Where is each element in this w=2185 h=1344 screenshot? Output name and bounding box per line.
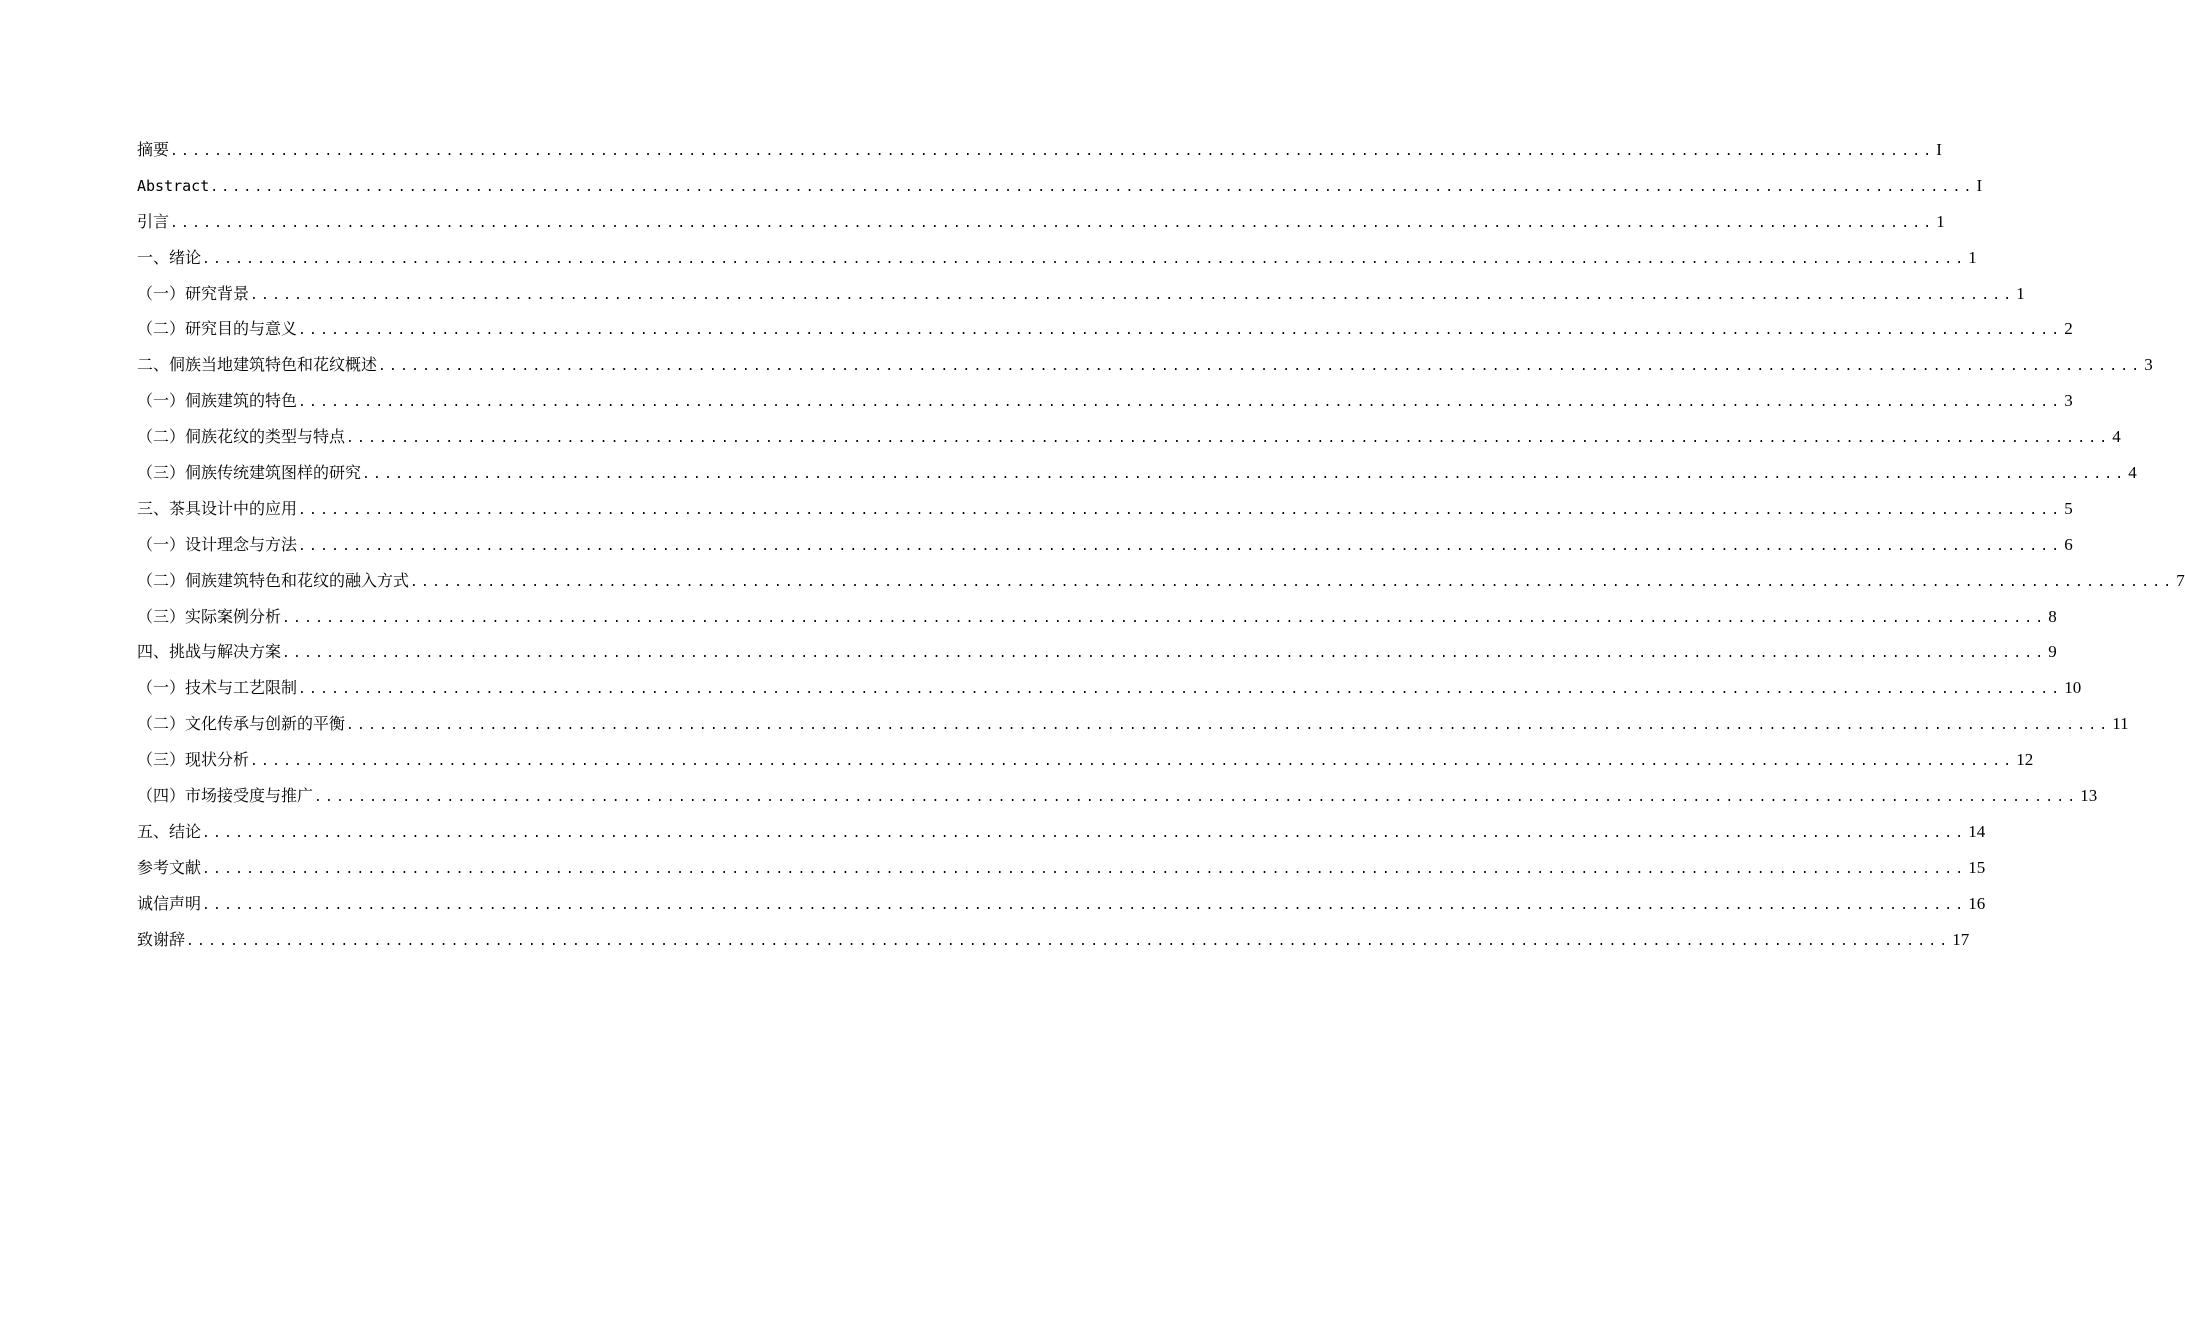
toc-entry-chapter-1[interactable] xyxy=(137,240,1977,276)
dot-leader: ................................................................................................................................................................ xyxy=(346,718,2111,734)
dot-leader: ................................................................................................................................................................ xyxy=(314,790,2079,806)
toc-entry-title: （三）侗族传统建筑图样的研究 xyxy=(137,463,362,483)
toc-entry-title: 诚信声明 xyxy=(137,893,202,913)
toc-entry-section-4-4[interactable] xyxy=(137,778,2098,814)
toc-entry-chapter-2[interactable] xyxy=(137,347,2153,383)
dot-leader: ................................................................................................................................................................ xyxy=(210,179,1975,195)
toc-entry-title: 致谢辞 xyxy=(137,929,186,949)
toc-entry-section-3-3[interactable] xyxy=(137,599,2057,635)
dot-leader: ................................................................................................................................................................ xyxy=(282,646,2047,662)
toc-entry-page: 1 xyxy=(1936,211,1945,231)
toc-entry-title: （二）侗族花纹的类型与特点 xyxy=(137,427,346,447)
toc-entry-page: 4 xyxy=(2128,463,2137,483)
dot-leader: ................................................................................................................................................................ xyxy=(202,897,1967,913)
toc-entry-chapter-3[interactable] xyxy=(137,491,2073,527)
toc-entry-page: 16 xyxy=(1968,893,1986,913)
toc-entry-page: 3 xyxy=(2144,355,2153,375)
toc-entry-integrity-statement[interactable] xyxy=(137,886,1986,922)
toc-entry-title: 引言 xyxy=(137,211,170,231)
dot-leader: ................................................................................................................................................................ xyxy=(170,144,1935,159)
toc-entry-title: （三）现状分析 xyxy=(137,750,250,770)
toc-entry-page: 14 xyxy=(1968,821,1986,841)
toc-entry-section-4-3[interactable] xyxy=(137,742,2034,778)
toc-entry-chapter-4[interactable] xyxy=(137,634,2057,670)
dot-leader: ................................................................................................................................................................ xyxy=(202,825,1967,841)
toc-entry-page: 12 xyxy=(2016,750,2034,770)
toc-entry-abstract-cn[interactable] xyxy=(137,132,1942,168)
dot-leader: ................................................................................................................................................................ xyxy=(298,682,2063,698)
toc-entry-title: 一、绪论 xyxy=(137,247,202,267)
toc-entry-chapter-5[interactable] xyxy=(137,814,1986,850)
dot-leader: ................................................................................................................................................................ xyxy=(346,431,2111,447)
dot-leader: ................................................................................................................................................................ xyxy=(202,861,1967,877)
dot-leader: ................................................................................................................................................................ xyxy=(186,933,1951,949)
toc-entry-title: （二）研究目的与意义 xyxy=(137,319,298,339)
toc-entry-title: 摘要 xyxy=(137,140,170,159)
toc-entry-introduction[interactable] xyxy=(137,204,1945,240)
toc-entry-title: （一）研究背景 xyxy=(137,283,250,303)
dot-leader: ................................................................................................................................................................ xyxy=(170,215,1935,231)
toc-entry-page: I xyxy=(1976,175,1983,195)
toc-entry-title: 三、茶具设计中的应用 xyxy=(137,498,298,518)
dot-leader: ................................................................................................................................................................ xyxy=(410,574,2175,590)
toc-entry-title: 二、侗族当地建筑特色和花纹概述 xyxy=(137,355,378,375)
toc-entry-page: 5 xyxy=(2064,498,2073,518)
toc-entry-page: 1 xyxy=(1968,247,1977,267)
dot-leader: ................................................................................................................................................................ xyxy=(298,538,2063,554)
toc-entry-acknowledgements[interactable] xyxy=(137,922,1970,958)
toc-entry-page: 4 xyxy=(2112,427,2121,447)
toc-entry-page: I xyxy=(1936,140,1942,159)
toc-entry-page: 7 xyxy=(2176,570,2185,590)
toc-entry-section-3-2[interactable] xyxy=(137,563,2185,599)
dot-leader: ................................................................................................................................................................ xyxy=(250,287,2015,303)
dot-leader: ................................................................................................................................................................ xyxy=(250,754,2015,770)
dot-leader: ................................................................................................................................................................ xyxy=(282,610,2047,626)
toc-entry-page: 15 xyxy=(1968,857,1986,877)
toc-entry-title: （四）市场接受度与推广 xyxy=(137,786,314,806)
toc-entry-page: 8 xyxy=(2048,606,2057,626)
dot-leader: ................................................................................................................................................................ xyxy=(362,467,2127,483)
dot-leader: ................................................................................................................................................................ xyxy=(378,359,2143,375)
toc-entry-references[interactable] xyxy=(137,850,1986,886)
toc-entry-page: 1 xyxy=(2016,283,2025,303)
toc-entry-page: 9 xyxy=(2048,642,2057,662)
toc-entry-title: （一）设计理念与方法 xyxy=(137,534,298,554)
table-of-contents xyxy=(137,132,2185,957)
toc-entry-section-4-1[interactable] xyxy=(137,670,2082,706)
toc-entry-section-2-2[interactable] xyxy=(137,419,2121,455)
dot-leader: ................................................................................................................................................................ xyxy=(298,502,2063,518)
toc-entry-section-2-3[interactable] xyxy=(137,455,2137,491)
toc-entry-section-1-1[interactable] xyxy=(137,276,2025,312)
dot-leader: ................................................................................................................................................................ xyxy=(202,251,1967,267)
toc-entry-page: 6 xyxy=(2064,534,2073,554)
toc-entry-section-1-2[interactable] xyxy=(137,311,2073,347)
toc-entry-section-4-2[interactable] xyxy=(137,706,2129,742)
toc-entry-title: 参考文献 xyxy=(137,857,202,877)
toc-entry-title: （二）侗族建筑特色和花纹的融入方式 xyxy=(137,570,410,590)
toc-entry-title: 五、结论 xyxy=(137,821,202,841)
toc-entry-title: （一）技术与工艺限制 xyxy=(137,678,298,698)
toc-entry-page: 17 xyxy=(1952,929,1970,949)
toc-entry-page: 10 xyxy=(2064,678,2082,698)
toc-entry-page: 3 xyxy=(2064,391,2073,411)
dot-leader: ................................................................................................................................................................ xyxy=(298,395,2063,411)
dot-leader: ................................................................................................................................................................ xyxy=(298,323,2063,339)
toc-entry-title: （二）文化传承与创新的平衡 xyxy=(137,714,346,734)
toc-entry-page: 11 xyxy=(2112,714,2129,734)
toc-entry-title: （一）侗族建筑的特色 xyxy=(137,391,298,411)
toc-entry-abstract-en[interactable] xyxy=(137,168,1983,204)
toc-entry-section-3-1[interactable] xyxy=(137,527,2073,563)
toc-entry-page: 2 xyxy=(2064,319,2073,339)
toc-entry-section-2-1[interactable] xyxy=(137,383,2073,419)
toc-entry-page: 13 xyxy=(2080,786,2098,806)
toc-entry-title: Abstract xyxy=(137,176,210,195)
toc-entry-title: 四、挑战与解决方案 xyxy=(137,642,282,662)
toc-entry-title: （三）实际案例分析 xyxy=(137,606,282,626)
